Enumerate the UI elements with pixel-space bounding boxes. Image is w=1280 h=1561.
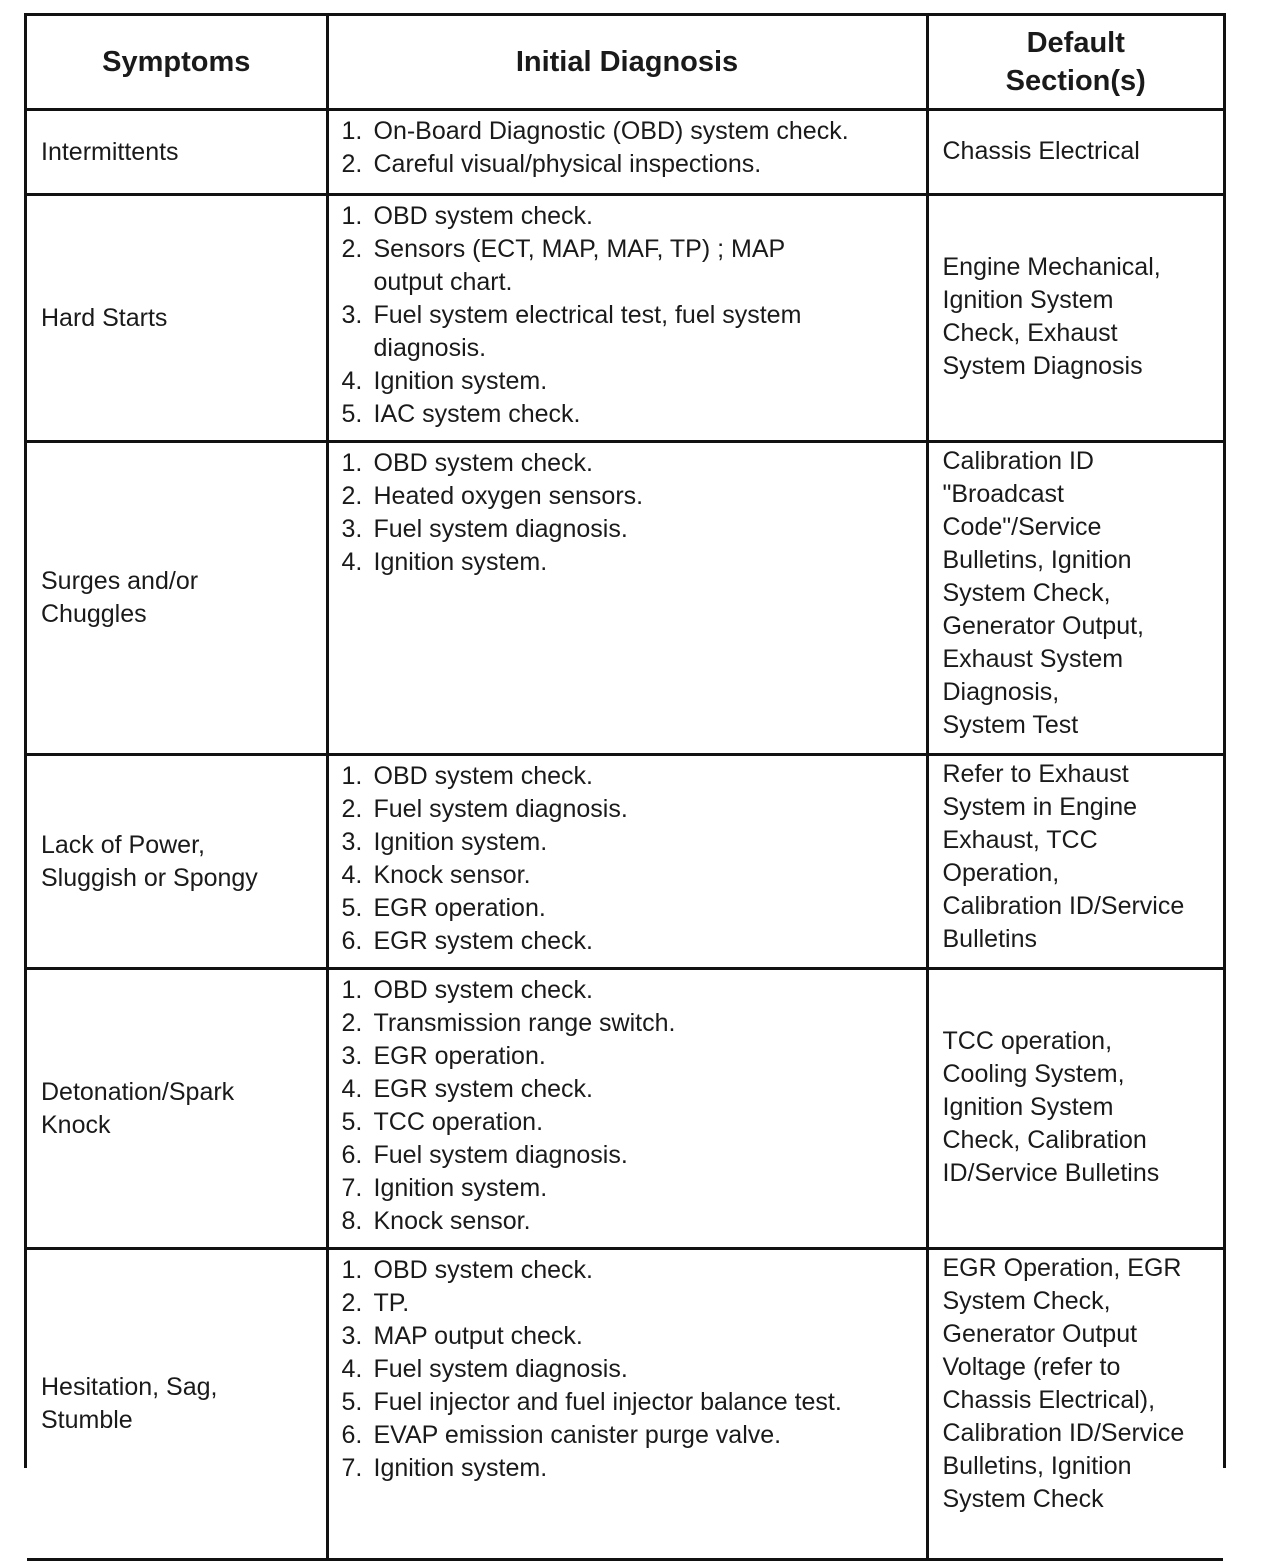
step-text: Knock sensor. xyxy=(373,1207,531,1235)
section-text: Calibration ID xyxy=(942,447,1094,475)
section-text: Bulletins, Ignition xyxy=(942,1452,1132,1480)
section-text: Calibration ID/Service xyxy=(942,892,1185,920)
table-row xyxy=(27,110,1223,195)
step-text: Ignition system. xyxy=(373,1174,548,1202)
diagnosis-cell xyxy=(327,195,927,442)
section-text: Generator Output xyxy=(942,1320,1138,1348)
step-number: 5. xyxy=(341,894,363,922)
table-row xyxy=(27,969,1223,1249)
section-text: Exhaust System xyxy=(942,645,1124,673)
step-number: 4. xyxy=(341,367,363,395)
step-number: 1. xyxy=(341,117,363,145)
symptom-text: Lack of Power, xyxy=(41,830,205,859)
section-text: Chassis Electrical), xyxy=(942,1386,1156,1414)
step-number: 4. xyxy=(341,548,363,576)
list-item xyxy=(342,233,920,299)
step-text: Sensors (ECT, MAP, MAF, TP) ; MAP xyxy=(373,235,786,263)
list-item xyxy=(342,1139,920,1172)
step-text: OBD system check. xyxy=(373,202,593,230)
step-number: 3. xyxy=(341,515,363,543)
sections-cell xyxy=(927,1249,1223,1560)
step-number: 1. xyxy=(341,449,363,477)
section-text: Calibration ID/Service xyxy=(942,1419,1185,1447)
step-text: Fuel system diagnosis. xyxy=(373,515,628,543)
symptom-text: Detonation/Spark xyxy=(41,1077,235,1106)
list-item xyxy=(342,1386,920,1419)
step-number: 3. xyxy=(341,828,363,856)
step-text: Fuel system diagnosis. xyxy=(373,1141,628,1169)
section-text: Bulletins, Ignition xyxy=(942,546,1132,574)
symptom-text: Chuggles xyxy=(41,600,147,628)
diagnosis-list xyxy=(342,115,920,181)
symptom-text: Hard Starts xyxy=(41,303,168,332)
section-text: Generator Output, xyxy=(942,612,1145,640)
header-symptoms: Symptoms xyxy=(27,16,327,110)
step-text: Ignition system. xyxy=(373,828,548,856)
list-item xyxy=(342,1007,920,1040)
step-text: On-Board Diagnostic (OBD) system check. xyxy=(373,117,849,145)
symptom-cell xyxy=(27,969,327,1249)
diagnosis-list xyxy=(342,760,920,958)
section-text: Check, Exhaust xyxy=(942,319,1118,347)
list-item xyxy=(342,974,920,1007)
step-number: 1. xyxy=(341,1256,363,1284)
step-text: Knock sensor. xyxy=(373,861,531,889)
step-text: IAC system check. xyxy=(373,400,581,428)
step-text: EGR operation. xyxy=(373,1042,546,1070)
section-text: Ignition System xyxy=(942,1093,1114,1121)
header-default-sections xyxy=(927,16,1223,110)
step-number: 3. xyxy=(341,1042,363,1070)
list-item xyxy=(342,1205,920,1238)
list-item xyxy=(342,365,920,398)
symptom-cell xyxy=(27,755,327,969)
step-text: OBD system check. xyxy=(373,976,593,1004)
step-text: OBD system check. xyxy=(373,1256,593,1284)
list-item xyxy=(342,447,920,480)
diagnosis-list xyxy=(342,974,920,1238)
symptom-text: Knock xyxy=(41,1110,111,1139)
sections-cell xyxy=(927,110,1223,195)
step-number: 3. xyxy=(341,1322,363,1350)
list-item xyxy=(342,925,920,958)
step-text: Fuel system diagnosis. xyxy=(373,795,628,823)
section-text: Cooling System, xyxy=(942,1060,1125,1088)
step-text: Fuel injector and fuel injector balance test. xyxy=(373,1388,842,1416)
symptom-text: Sluggish or Spongy xyxy=(41,863,258,892)
step-text: TCC operation. xyxy=(373,1108,544,1136)
diagnosis-cell xyxy=(327,755,927,969)
diagnosis-cell xyxy=(327,110,927,195)
list-item xyxy=(342,480,920,513)
step-number: 7. xyxy=(341,1174,363,1202)
section-text: Exhaust, TCC xyxy=(942,826,1098,854)
step-number: 1. xyxy=(341,976,363,1004)
list-item xyxy=(342,1419,920,1452)
section-text: System Diagnosis xyxy=(942,352,1143,380)
step-text: Ignition system. xyxy=(373,1454,548,1482)
section-text: System Check, xyxy=(942,1287,1111,1315)
diagnosis-cell xyxy=(327,442,927,755)
list-item xyxy=(342,1254,920,1287)
header-row xyxy=(27,16,1223,110)
diagnosis-table-container xyxy=(24,13,1226,1513)
step-text: Transmission range switch. xyxy=(373,1009,676,1037)
sections-cell xyxy=(927,195,1223,442)
list-item xyxy=(342,859,920,892)
diagnosis-cell xyxy=(327,969,927,1249)
symptom-text: Surges and/or xyxy=(41,567,199,595)
sections-cell xyxy=(927,442,1223,755)
symptom-text: Stumble xyxy=(41,1406,133,1434)
section-text: Bulletins xyxy=(942,925,1037,953)
step-number: 6. xyxy=(341,1141,363,1169)
list-item xyxy=(342,1172,920,1205)
section-text: TCC operation, xyxy=(942,1027,1113,1055)
step-number: 4. xyxy=(341,861,363,889)
table-row xyxy=(27,1249,1223,1560)
section-text: Operation, xyxy=(942,859,1060,887)
header-initial-diagnosis: Initial Diagnosis xyxy=(327,16,927,110)
diagnosis-list xyxy=(342,1254,920,1485)
list-item xyxy=(342,1320,920,1353)
step-number: 2. xyxy=(341,482,363,510)
step-number: 8. xyxy=(341,1207,363,1235)
list-item xyxy=(342,200,920,233)
diagnosis-list xyxy=(342,447,920,579)
step-text: Fuel system diagnosis. xyxy=(373,1355,628,1383)
section-text: Ignition System xyxy=(942,286,1114,314)
step-text: Heated oxygen sensors. xyxy=(373,482,644,510)
step-number: 6. xyxy=(341,1421,363,1449)
section-text: Chassis Electrical xyxy=(942,136,1140,165)
list-item xyxy=(342,398,920,431)
step-number: 4. xyxy=(341,1355,363,1383)
section-text: "Broadcast xyxy=(942,480,1064,508)
step-number: 6. xyxy=(341,927,363,955)
step-text: Ignition system. xyxy=(373,367,548,395)
list-item xyxy=(342,148,920,181)
section-text: Voltage (refer to xyxy=(942,1353,1121,1381)
symptom-cell xyxy=(27,195,327,442)
list-item xyxy=(342,793,920,826)
list-item xyxy=(342,1106,920,1139)
step-text: diagnosis. xyxy=(373,334,487,362)
step-number: 5. xyxy=(341,1108,363,1136)
step-text: Fuel system electrical test, fuel system xyxy=(373,301,802,329)
step-number: 1. xyxy=(341,762,363,790)
section-text: Engine Mechanical, xyxy=(942,253,1161,281)
step-text: EGR system check. xyxy=(373,927,593,955)
step-text: Careful visual/physical inspections. xyxy=(373,150,762,178)
step-text: EGR operation. xyxy=(373,894,546,922)
step-number: 3. xyxy=(341,301,363,329)
list-item xyxy=(342,513,920,546)
diagnosis-list xyxy=(342,200,920,431)
list-item xyxy=(342,1353,920,1386)
section-text: Diagnosis, xyxy=(942,678,1060,706)
symptom-cell xyxy=(27,1249,327,1560)
section-text: System in Engine xyxy=(942,793,1138,821)
step-number: 5. xyxy=(341,400,363,428)
table-row xyxy=(27,755,1223,969)
step-text: OBD system check. xyxy=(373,762,593,790)
table-row xyxy=(27,442,1223,755)
sections-cell xyxy=(927,969,1223,1249)
step-number: 2. xyxy=(341,235,363,263)
symptom-text: Hesitation, Sag, xyxy=(41,1373,218,1401)
step-text: MAP output check. xyxy=(373,1322,583,1350)
list-item xyxy=(342,760,920,793)
step-text: output chart. xyxy=(373,268,513,296)
section-text: System Check xyxy=(942,1485,1104,1513)
symptom-text: Intermittents xyxy=(41,137,179,166)
diagnosis-cell xyxy=(327,1249,927,1560)
header-default-sections-line1: Default xyxy=(1026,27,1125,59)
step-number: 7. xyxy=(341,1454,363,1482)
step-number: 2. xyxy=(341,1289,363,1317)
step-text: EGR system check. xyxy=(373,1075,593,1103)
table-row xyxy=(27,195,1223,442)
step-text: Ignition system. xyxy=(373,548,548,576)
list-item xyxy=(342,1073,920,1106)
step-number: 1. xyxy=(341,202,363,230)
diagnosis-table xyxy=(27,16,1223,1561)
step-number: 2. xyxy=(341,795,363,823)
section-text: Code"/Service xyxy=(942,513,1102,541)
list-item xyxy=(342,115,920,148)
symptom-cell xyxy=(27,110,327,195)
list-item xyxy=(342,546,920,579)
section-text: ID/Service Bulletins xyxy=(942,1159,1160,1187)
sections-cell xyxy=(927,755,1223,969)
step-number: 4. xyxy=(341,1075,363,1103)
list-item xyxy=(342,1452,920,1485)
section-text: Refer to Exhaust xyxy=(942,760,1129,788)
list-item xyxy=(342,826,920,859)
symptom-cell xyxy=(27,442,327,755)
step-text: EVAP emission canister purge valve. xyxy=(373,1421,782,1449)
section-text: System Check, xyxy=(942,579,1111,607)
section-text: EGR Operation, EGR xyxy=(942,1254,1182,1282)
step-number: 2. xyxy=(341,1009,363,1037)
list-item xyxy=(342,892,920,925)
header-default-sections-line2: Section(s) xyxy=(1005,65,1146,97)
section-text: Check, Calibration xyxy=(942,1126,1147,1154)
list-item xyxy=(342,1040,920,1073)
list-item xyxy=(342,1287,920,1320)
list-item xyxy=(342,299,920,365)
step-text: OBD system check. xyxy=(373,449,593,477)
section-text: System Test xyxy=(942,711,1079,739)
step-text: TP. xyxy=(373,1289,410,1317)
step-number: 2. xyxy=(341,150,363,178)
step-number: 5. xyxy=(341,1388,363,1416)
